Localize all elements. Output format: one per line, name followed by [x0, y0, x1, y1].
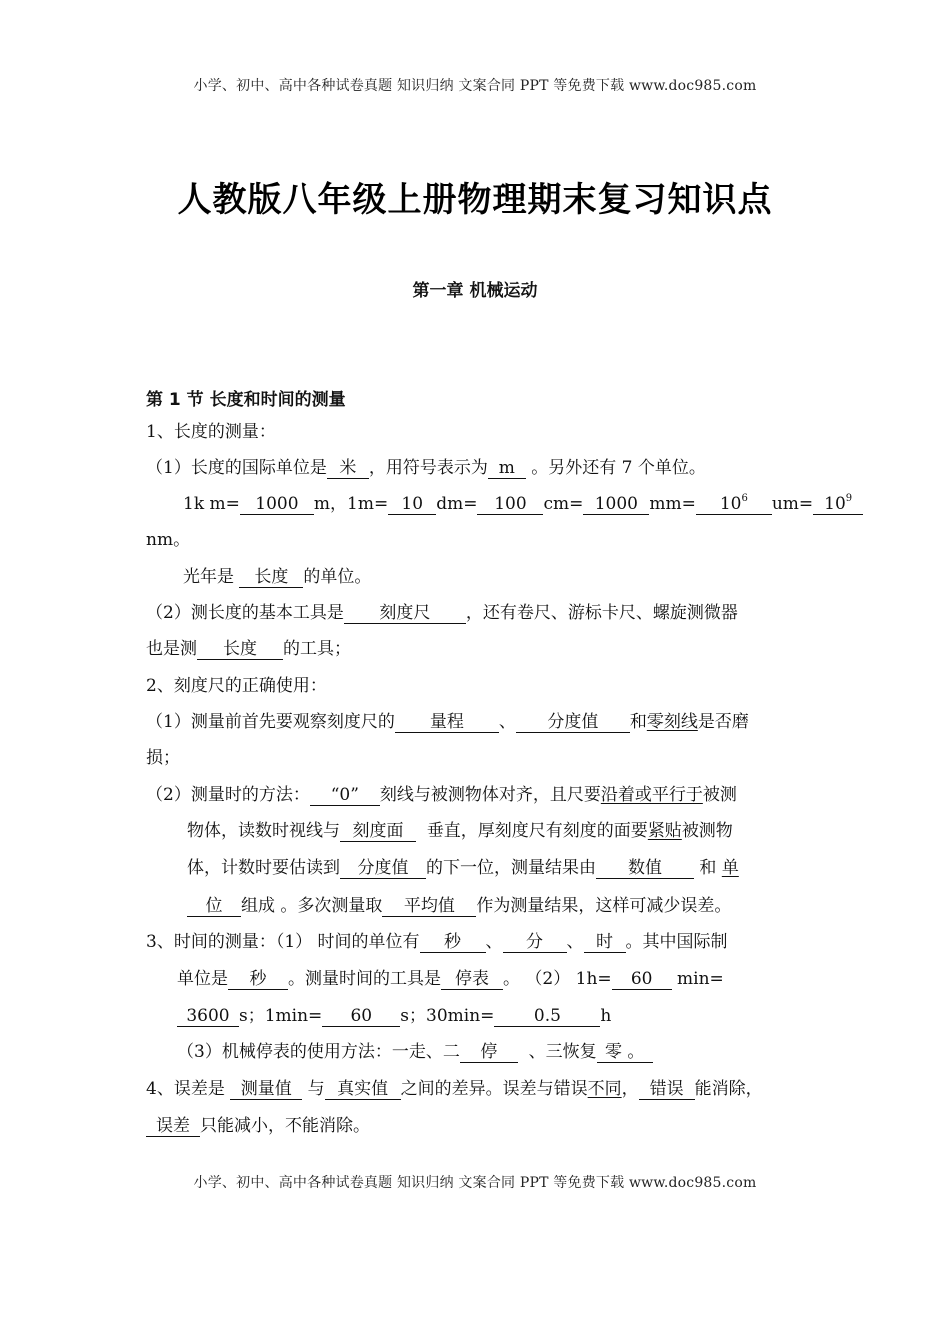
blank-answer: 测量值	[230, 1079, 302, 1100]
blank-answer: 60	[612, 969, 672, 990]
chapter-heading: 第一章 机械运动	[412, 281, 538, 301]
light-year-line: 光年是 长度 的单位。	[183, 567, 372, 587]
blank-answer: 60	[322, 1006, 400, 1027]
blank-answer: 100	[477, 494, 543, 515]
underlined-answer: 不同	[587, 1079, 622, 1099]
document-title: 人教版八年级上册物理期末复习知识点	[177, 180, 773, 220]
point-1-2-line: （2）测长度的基本工具是 刻度尺 ，还有卷尺、游标卡尺、螺旋测微器	[146, 603, 738, 623]
blank-answer: $10^9$	[813, 494, 863, 515]
page-header: 小学、初中、高中各种试卷真题 知识归纳 文案合同 PPT 等免费下载 www.doc985.com	[193, 78, 757, 94]
blank-answer: 刻度面	[340, 821, 416, 842]
blank-answer: 刻度尺	[344, 603, 466, 624]
point-3-line: 3、时间的测量：（1） 时间的单位有 秒 、 分 、 时 。其中国际制	[146, 932, 728, 952]
blank-answer: 1000	[240, 494, 314, 515]
underlined-answer: 沿着或平行于	[600, 785, 703, 805]
blank-answer: “0”	[310, 785, 380, 806]
point-1-2-line-2: 也是测 长度 的工具；	[146, 639, 351, 659]
underlined-answer: 单	[721, 858, 739, 878]
unit-conversion-tail: nm。	[146, 530, 191, 550]
point-2-1-tail: 损；	[146, 748, 180, 768]
blank-answer: 分度值	[516, 712, 630, 733]
point-1-1-line: （1）长度的国际单位是 米 ，用符号表示为 m 。另外还有 7 个单位。	[146, 458, 706, 478]
blank-answer: 量程	[395, 712, 499, 733]
point-4-line: 4、误差是 测量值 与 真实值 之间的差异。误差与错误不同， 错误 能消除，	[146, 1079, 763, 1099]
blank-answer: 真实值	[325, 1079, 401, 1100]
blank-answer: 位	[187, 896, 241, 917]
blank-answer: 错误	[639, 1079, 695, 1100]
blank-answer: 长度	[239, 567, 303, 588]
underlined-answer: 紧贴	[647, 821, 682, 841]
unit-conversion-line: 1k m= 1000 m，1m= 10 dm= 100 cm= 1000 $mm= 10^6$ $um= 10^9$	[183, 492, 863, 516]
blank-answer: 米	[327, 458, 369, 479]
point-2-2-line-2: 物体，读数时视线与 刻度面 垂直，厚刻度尺有刻度的面要紧贴被测物	[187, 821, 733, 841]
blank-answer: 1000	[583, 494, 649, 515]
blank-answer: 0.5	[494, 1006, 600, 1027]
blank-answer: 分	[503, 932, 567, 953]
point-2-2-line-3: 体，计数时要估读到 分度值 的下一位，测量结果由 数值 和 单	[187, 858, 739, 878]
point-2-2-line: （2）测量时的方法： “0” 刻线与被测物体对齐，且尺要沿着或平行于被测	[146, 785, 737, 805]
page-footer: 小学、初中、高中各种试卷真题 知识归纳 文案合同 PPT 等免费下载 www.doc985.com	[193, 1175, 757, 1191]
blank-answer: 3600	[177, 1006, 239, 1027]
blank-answer: 停表	[441, 969, 503, 990]
blank-answer: 时	[584, 932, 626, 953]
point-2-heading: 2、刻度尺的正确使用：	[146, 676, 327, 696]
point-2-1-line: （1）测量前首先要观察刻度尺的 量程 、 分度值 和零刻线是否磨	[146, 712, 749, 732]
point-4-line-2: 误差 只能减小，不能消除。	[146, 1114, 370, 1138]
point-2-2-line-4: 位 组成 。多次测量取 平均值 作为测量结果，这样可减少误差。	[187, 894, 731, 918]
blank-answer: 秒	[420, 932, 486, 953]
blank-answer: 停	[460, 1042, 518, 1063]
blank-answer: 长度	[197, 639, 283, 660]
point-3-line-3: 3600 s；1min= 60 s；30min= 0.5 h	[177, 1004, 611, 1028]
section-heading: 第 1 节 长度和时间的测量	[146, 390, 346, 410]
underlined-answer: 零刻线	[646, 712, 698, 732]
point-3-line-4: （3）机械停表的使用方法：一走、二 停 、三恢复 零 。	[177, 1040, 653, 1064]
blank-answer: 分度值	[340, 858, 426, 879]
blank-answer: 10	[388, 494, 436, 515]
blank-answer: 误差	[146, 1116, 200, 1137]
blank-answer: 数值	[596, 858, 694, 879]
blank-answer: 平均值	[382, 896, 476, 917]
blank-answer: $10^6$	[696, 494, 772, 515]
point-3-line-2: 单位是 秒 。测量时间的工具是 停表 。 （2） 1h= 60 min=	[177, 969, 724, 989]
blank-answer: 零 。	[597, 1042, 653, 1063]
blank-answer: 秒	[228, 969, 288, 990]
blank-answer: m	[488, 458, 526, 479]
point-1-heading: 1、长度的测量：	[146, 422, 276, 442]
